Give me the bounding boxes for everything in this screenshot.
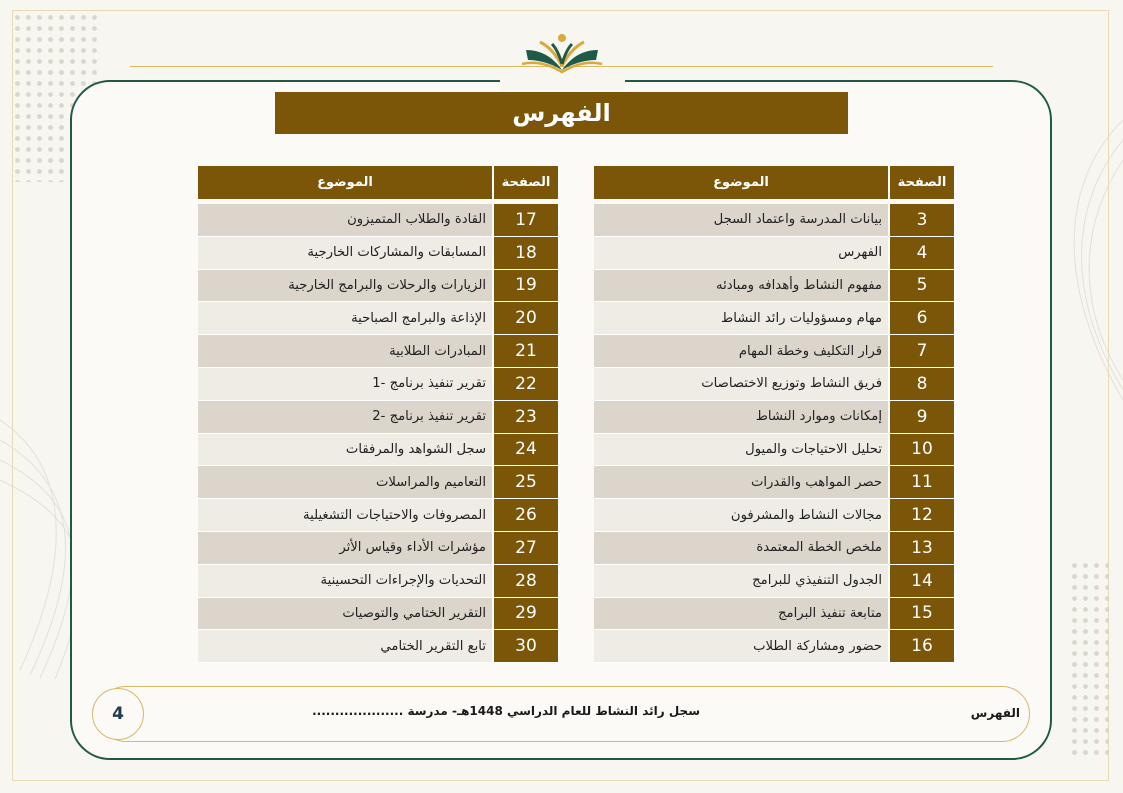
table-header [198, 166, 956, 200]
toc-page-number: 11 [890, 466, 956, 499]
toc-page-number: 27 [494, 532, 560, 565]
table-row [198, 598, 956, 631]
toc-topic: الجدول التنفيذي للبرامج [594, 565, 890, 598]
toc-page-number: 29 [494, 598, 560, 631]
toc-topic: التقرير الختامي والتوصيات [198, 598, 494, 631]
toc-topic: مفهوم النشاط وأهدافه ومبادئه [594, 270, 890, 303]
toc-topic: مجالات النشاط والمشرفون [594, 499, 890, 532]
toc-page-number: 4 [890, 237, 956, 270]
table-row [198, 302, 956, 335]
column-gap [560, 237, 594, 270]
toc-topic: قرار التكليف وخطة المهام [594, 335, 890, 368]
column-gap [560, 204, 594, 237]
toc-topic: تحليل الاحتياجات والميول [594, 434, 890, 467]
column-gap [560, 302, 594, 335]
toc-topic: المبادرات الطلابية [198, 335, 494, 368]
toc-page-number: 7 [890, 335, 956, 368]
page-title: الفهرس [275, 92, 848, 134]
toc-page-number: 18 [494, 237, 560, 270]
header-page-right: الصفحة [890, 166, 956, 200]
table-row [198, 237, 956, 270]
toc-page-number: 25 [494, 466, 560, 499]
column-gap [560, 335, 594, 368]
toc-page-number: 24 [494, 434, 560, 467]
column-gap [560, 466, 594, 499]
book-logo-icon [518, 30, 606, 74]
table-row [198, 466, 956, 499]
toc-page-number: 13 [890, 532, 956, 565]
table-row [198, 630, 956, 663]
column-gap [560, 166, 594, 200]
column-gap [560, 270, 594, 303]
toc-topic: سجل الشواهد والمرفقات [198, 434, 494, 467]
toc-page-number: 21 [494, 335, 560, 368]
column-gap [560, 401, 594, 434]
toc-page-number: 14 [890, 565, 956, 598]
toc-topic: بيانات المدرسة واعتماد السجل [594, 204, 890, 237]
table-row [198, 499, 956, 532]
column-gap [560, 532, 594, 565]
toc-topic: التعاميم والمراسلات [198, 466, 494, 499]
header-topic-left: الموضوع [198, 166, 494, 200]
dot-pattern-decoration-right [1069, 560, 1109, 760]
toc-topic: مؤشرات الأداء وقياس الأثر [198, 532, 494, 565]
column-gap [560, 499, 594, 532]
footer-section-label: الفهرس [970, 706, 1020, 720]
toc-page-number: 12 [890, 499, 956, 532]
table-row [198, 565, 956, 598]
column-gap [560, 368, 594, 401]
toc-page-number: 30 [494, 630, 560, 663]
toc-page-number: 3 [890, 204, 956, 237]
toc-topic: القادة والطلاب المتميزون [198, 204, 494, 237]
toc-page-number: 19 [494, 270, 560, 303]
toc-topic: 2- تقرير تنفيذ برنامج [198, 401, 494, 434]
table-row [198, 270, 956, 303]
column-gap [560, 630, 594, 663]
toc-topic: إمكانات وموارد النشاط [594, 401, 890, 434]
toc-topic: الفهرس [594, 237, 890, 270]
toc-page-number: 26 [494, 499, 560, 532]
toc-topic: متابعة تنفيذ البرامج [594, 598, 890, 631]
toc-topic: حضور ومشاركة الطلاب [594, 630, 890, 663]
toc-page-number: 8 [890, 368, 956, 401]
toc-topic: ملخص الخطة المعتمدة [594, 532, 890, 565]
table-row [198, 434, 956, 467]
column-gap [560, 598, 594, 631]
table-row [198, 204, 956, 237]
toc-page-number: 15 [890, 598, 956, 631]
toc-page-number: 10 [890, 434, 956, 467]
toc-page-number: 23 [494, 401, 560, 434]
toc-page-number: 22 [494, 368, 560, 401]
toc-topic: المصروفات والاحتياجات التشغيلية [198, 499, 494, 532]
header-topic-right: الموضوع [594, 166, 890, 200]
toc-page-number: 9 [890, 401, 956, 434]
toc-page-number: 20 [494, 302, 560, 335]
footer-text: سجل رائد النشاط للعام الدراسي 1448هـ- مدرسة .................... [312, 704, 700, 718]
toc-topic: 1- تقرير تنفيذ برنامج [198, 368, 494, 401]
column-gap [560, 565, 594, 598]
swirl-decoration-right [1043, 120, 1123, 400]
table-row [198, 335, 956, 368]
toc-topic: الإذاعة والبرامج الصباحية [198, 302, 494, 335]
table-row [198, 401, 956, 434]
toc-topic: مهام ومسؤوليات رائد النشاط [594, 302, 890, 335]
column-gap [560, 434, 594, 467]
toc-page-number: 16 [890, 630, 956, 663]
table-row [198, 368, 956, 401]
toc-topic: الزيارات والرحلات والبرامج الخارجية [198, 270, 494, 303]
toc-page-number: 28 [494, 565, 560, 598]
toc-topic: فريق النشاط وتوزيع الاختصاصات [594, 368, 890, 401]
toc-topic: المسابقات والمشاركات الخارجية [198, 237, 494, 270]
toc-topic: التحديات والإجراءات التحسينية [198, 565, 494, 598]
toc-page-number: 17 [494, 204, 560, 237]
page-number: 4 [92, 688, 144, 740]
toc-topic: حصر المواهب والقدرات [594, 466, 890, 499]
table-row [198, 532, 956, 565]
table-of-contents [198, 166, 956, 663]
toc-page-number: 5 [890, 270, 956, 303]
header-page-left: الصفحة [494, 166, 560, 200]
toc-topic: تابع التقرير الختامي [198, 630, 494, 663]
toc-page-number: 6 [890, 302, 956, 335]
